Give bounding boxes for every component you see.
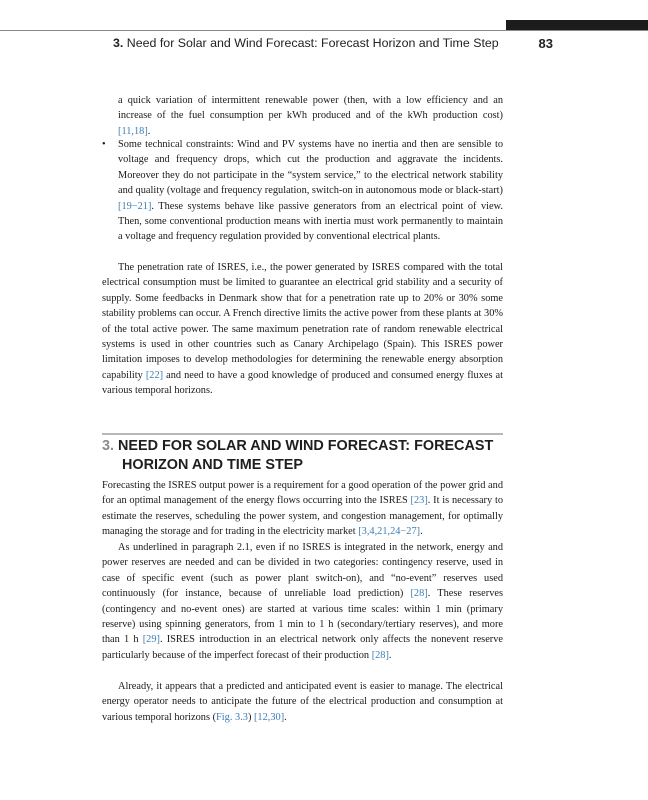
- paragraph-text-after: and need to have a good knowledge of produced and consumed energy fluxes at various temporal horizons.: [102, 369, 503, 397]
- running-head-title: Need for Solar and Wind Forecast: Forecast Horizon and Time Step: [126, 36, 499, 50]
- citation-link[interactable]: [23]: [410, 495, 428, 507]
- citation-link[interactable]: [12,30]: [253, 711, 285, 723]
- continued-paragraph: [118, 93, 503, 139]
- bullet-text: Some technical constraints: Wind and PV systems have no inertia and then are sensible to voltage and frequency drops, which cut the production and aggravate the incidents. Moreover they do not participate in the “system service,” to the electrical network stability and quality (voltage and frequency regulation, switch-on in autonomous mode or black-start): [118, 139, 503, 197]
- paragraph-text: Forecasting the ISRES output power is a requirement for a good operation of the power grid and for an optimal management of the energy flows occurring into the ISRES: [102, 480, 503, 507]
- paragraph-text: . These reserves (contingency and no-event ones) are started at various time scales: within 1 min (primary reserve) using spinning generators, from 1 min to 1 h (secondary/tertiary reserves), and more than 1 h: [102, 588, 503, 646]
- citation-link[interactable]: [22]: [145, 369, 164, 381]
- citation-link[interactable]: [3,4,21,24−27]: [358, 526, 421, 538]
- paragraph-text: The penetration rate of ISRES, i.e., the power generated by ISRES compared with the total electrical consumption must be limited to guarantee an electrical grid stability and a security of supply. Some feedbacks in Denmark show that for a penetration rate up to 20% or 30% some stability problems can occur. A French directive limits the active power from these plants at 30% of the total active power. The same maximum penetration rate of random renewable electrical systems is used in other countries such as Canary Archipelago (Spain). This ISRES power limitation imposes to develop methodologies for determining the renewable energy absorption capability: [102, 262, 503, 381]
- paragraph-text: . ISRES introduction in an electrical network only affects the nonevent reserve particularly because of the imperfect forecast of their production: [102, 634, 503, 661]
- paragraph-text: As underlined in paragraph 2.1, even if no ISRES is integrated in the network, energy and power reserves are needed and can be divided in two categories: contingency reserve, used in case of specific event (such as power plant switch-on), and “no-event” reserves used continuously (for instance, because of unreliable load prediction): [102, 542, 503, 600]
- figure-reference-link[interactable]: Fig. 3.3: [216, 711, 248, 723]
- paragraph-text: .: [388, 649, 392, 661]
- section-heading: [102, 437, 503, 475]
- bullet-text-after: . These systems behave like passive generators from an electrical point of view. Then, some conventional production means with inertia must work permanently to maintain a voltage and frequency regulation provided by conventional electrical plants.: [118, 200, 503, 243]
- section-divider: [102, 433, 503, 435]
- header-rule: [0, 30, 648, 31]
- penetration-paragraph: [102, 260, 503, 399]
- section-paragraph-3: [102, 679, 503, 725]
- paragraph-text: .: [420, 526, 423, 538]
- continued-text-end: .: [147, 125, 151, 137]
- running-head: [113, 36, 553, 54]
- continued-text: a quick variation of intermittent renewable power (then, with a low efficiency and an increase of the fuel consumption per kWh produced and of the kWh production cost): [118, 95, 503, 122]
- paragraph-text: ): [247, 711, 254, 723]
- section-paragraph-1: [102, 478, 503, 540]
- citation-link[interactable]: [19−21]: [118, 200, 152, 212]
- bullet-item-technical-constraints: [118, 137, 503, 245]
- section-paragraph-2: [102, 540, 503, 663]
- section-title-line2: HORIZON AND TIME STEP: [122, 457, 303, 473]
- running-head-section-number: 3.: [113, 36, 124, 50]
- paragraph-text: .: [284, 711, 287, 723]
- paragraph-text: . It is necessary to estimate the reserves, scheduling the power system, and congestion management, for optimally managing the storage and for trading in the electricity market: [102, 495, 503, 538]
- citation-link[interactable]: [11,18]: [118, 125, 148, 137]
- section-number: 3.: [102, 438, 115, 454]
- page-number: 83: [538, 36, 553, 51]
- citation-link[interactable]: [29]: [142, 634, 160, 646]
- citation-link[interactable]: [28]: [371, 649, 389, 661]
- citation-link[interactable]: [28]: [410, 588, 428, 600]
- paragraph-text: Already, it appears that a predicted and anticipated event is easier to manage. The electrical energy operator needs to anticipate the future of the electrical production and consumption at various temporal horizons (: [102, 681, 503, 723]
- bullet-symbol: •: [102, 139, 106, 150]
- section-title-line1: NEED FOR SOLAR AND WIND FORECAST: FORECAST: [118, 438, 494, 454]
